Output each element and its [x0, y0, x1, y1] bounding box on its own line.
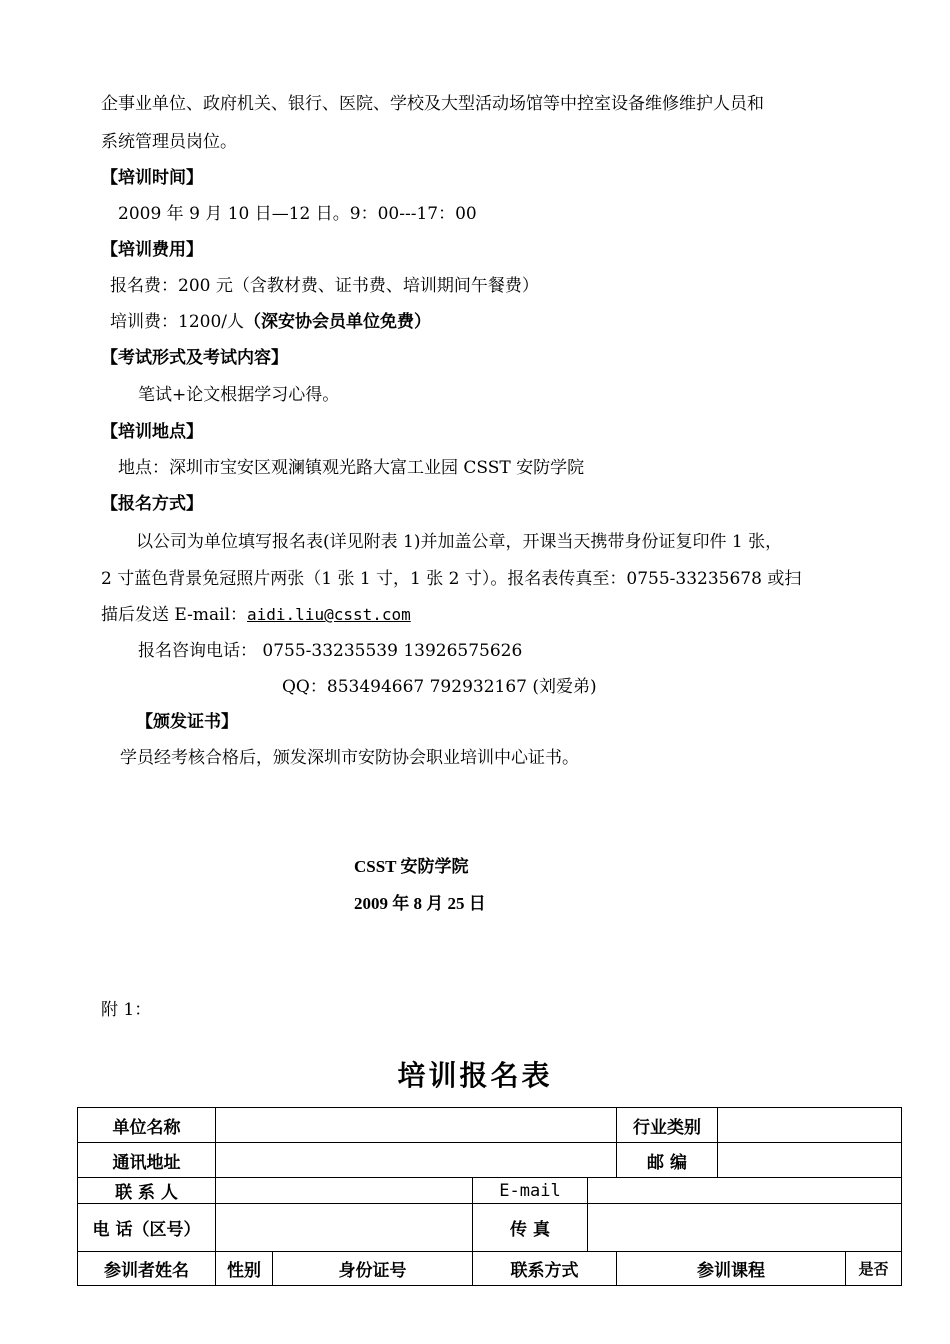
signup-qq: QQ：853494667 792932167 (刘爱弟): [282, 677, 597, 697]
member-free-note: （深安协会员单位免费）: [244, 312, 431, 332]
industry-label: 行业类别: [617, 1108, 718, 1143]
training-time-heading: 【培训时间】: [101, 168, 203, 188]
certificate-text: 学员经考核合格后，颁发深圳市安防协会职业培训中心证书。: [120, 748, 579, 768]
signature-date: 2009 年 8 月 25 日: [354, 894, 486, 913]
form-title: 培训报名表: [397, 1059, 553, 1092]
exam-text: 笔试+论文根据学习心得。: [138, 385, 340, 405]
exam-heading: 【考试形式及考试内容】: [101, 348, 288, 368]
training-fee-amount: 培训费：1200/人: [110, 312, 244, 332]
contact-person-input[interactable]: [216, 1178, 473, 1204]
email-input[interactable]: [588, 1178, 902, 1204]
signup-email-prefix: 描后发送 E-mail：: [101, 605, 248, 625]
unit-name-label: 单位名称: [78, 1108, 216, 1143]
col-course: 参训课程: [617, 1252, 846, 1286]
col-whether: 是否: [846, 1252, 902, 1286]
phone-input[interactable]: [216, 1204, 473, 1252]
signature-org: CSST 安防学院: [354, 857, 469, 876]
intro-line-2: 系统管理员岗位。: [101, 132, 237, 152]
training-time-text: 2009 年 9 月 10 日—12 日。9：00---17：00: [118, 204, 477, 224]
col-gender: 性别: [216, 1252, 273, 1286]
postcode-input[interactable]: [718, 1143, 902, 1178]
contact-person-label: 联 系 人: [78, 1178, 216, 1204]
registration-form-table: [77, 1107, 902, 1286]
address-input[interactable]: [216, 1143, 617, 1178]
address-label: 通讯地址: [78, 1143, 216, 1178]
col-id-number: 身份证号: [273, 1252, 473, 1286]
signup-line-3: [101, 603, 411, 627]
registration-fee-text: 报名费：200 元（含教材费、证书费、培训期间午餐费）: [110, 276, 539, 296]
col-contact: 联系方式: [473, 1252, 617, 1286]
postcode-label: 邮 编: [617, 1143, 718, 1178]
intro-line-1: 企事业单位、政府机关、银行、医院、学校及大型活动场馆等中控室设备维修维护人员和: [101, 94, 764, 114]
phone-label: 电 话（区号）: [78, 1204, 216, 1252]
appendix-label: 附 1：: [101, 1000, 152, 1020]
signup-line-2: 2 寸蓝色背景免冠照片两张（1 张 1 寸，1 张 2 寸）。报名表传真至：0755-33235678 或扫: [101, 569, 802, 589]
training-place-text: 地点：深圳市宝安区观澜镇观光路大富工业园 CSST 安防学院: [118, 458, 585, 478]
signup-email-link[interactable]: aidi.liu@csst.com: [247, 605, 411, 624]
signup-line-1: 以公司为单位填写报名表(详见附表 1)并加盖公章，开课当天携带身份证复印件 1 张，: [136, 532, 783, 552]
certificate-heading: 【颁发证书】: [136, 712, 238, 732]
col-trainee-name: 参训者姓名: [78, 1252, 216, 1286]
fax-input[interactable]: [588, 1204, 902, 1252]
training-fee-text: [110, 310, 431, 334]
fax-label: 传 真: [473, 1204, 588, 1252]
email-label: E-mail: [473, 1178, 588, 1204]
training-place-heading: 【培训地点】: [101, 422, 203, 442]
unit-name-input[interactable]: [216, 1108, 617, 1143]
signup-phone: 报名咨询电话： 0755-33235539 13926575626: [138, 641, 523, 661]
industry-input[interactable]: [718, 1108, 902, 1143]
training-fee-heading: 【培训费用】: [101, 240, 203, 260]
signup-heading: 【报名方式】: [101, 494, 203, 514]
